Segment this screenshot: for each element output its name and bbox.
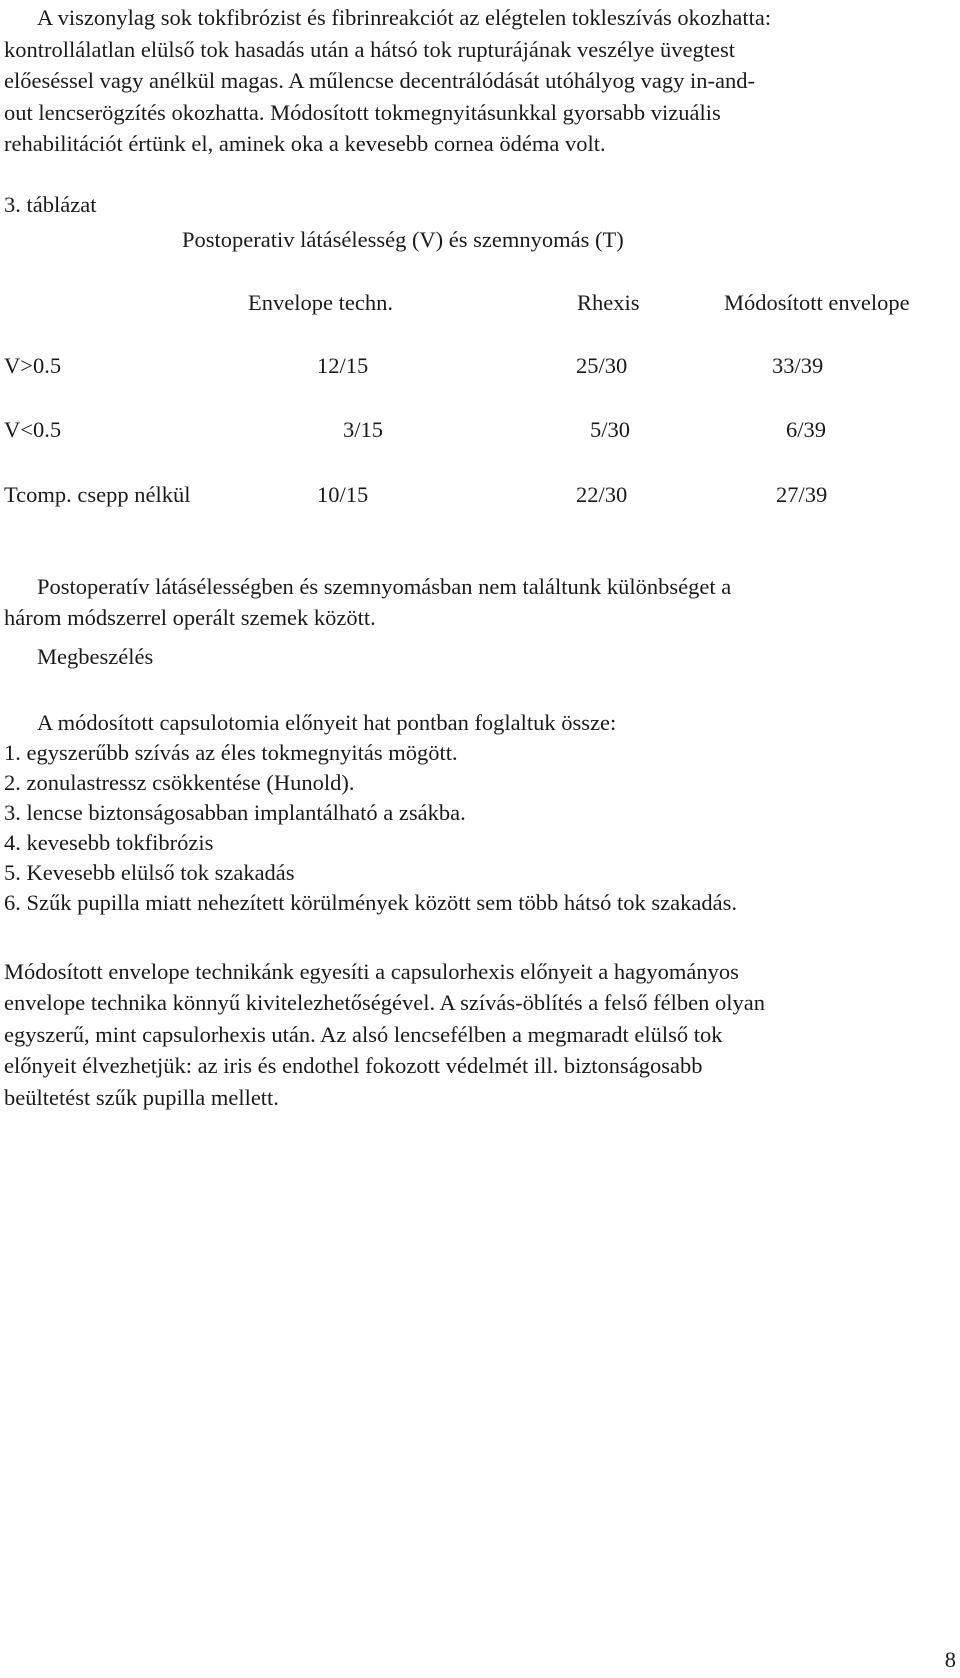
summary-line: három módszerrel operált szemek között. <box>4 605 376 630</box>
table-row-label: Tcomp. csepp nélkül <box>4 482 191 507</box>
table-cell: 3/15 <box>343 417 384 442</box>
intro-line: out lencserögzítés okozhatta. Módosított tokmegnyitásunkkal gyorsabb vizuális <box>4 99 721 125</box>
advantages-list <box>4 708 956 918</box>
list-item: 2. zonulastressz csökkentése (Hunold). <box>4 770 355 795</box>
table-cell: 27/39 <box>776 482 828 507</box>
table-cell: 33/39 <box>772 353 824 378</box>
list-intro: A módosított capsulotomia előnyeit hat pontban foglaltuk össze: <box>37 710 617 735</box>
list-item: 4. kevesebb tokfibrózis <box>4 830 214 855</box>
intro-line: rehabilitációt értünk el, aminek oka a kevesebb cornea ödéma volt. <box>4 131 606 156</box>
closing-line: egyszerű, mint capsulorhexis után. Az alsó lencsefélben a megmaradt elülső tok <box>4 1021 723 1047</box>
table-column-header: Rhexis <box>577 290 640 315</box>
table-summary-paragraph <box>4 571 956 634</box>
closing-line: előnyeit élvezhetjük: az iris és endothel fokozott védelmét ill. biztonságosabb <box>4 1053 703 1078</box>
list-item: 5. Kevesebb elülső tok szakadás <box>4 860 295 885</box>
table-row-label: V>0.5 <box>4 353 62 378</box>
table-cell: 6/39 <box>786 417 827 442</box>
table-column-header: Envelope techn. <box>248 290 393 315</box>
intro-line: A viszonylag sok tokfibrózist és fibrinreakciót az elégtelen tokleszívás okozhatta: <box>37 5 772 30</box>
table-title: Postoperativ látásélesség (V) és szemnyomás (T) <box>182 227 624 252</box>
closing-paragraph <box>4 956 956 1114</box>
intro-line: kontrollálatlan elülső tok hasadás után a hátsó tok rupturájának veszélye üvegtest <box>4 36 736 62</box>
closing-line: envelope technika könnyű kivitelezhetőségével. A szívás-öblítés a felső félben olyan <box>4 990 766 1015</box>
page-number: 8 <box>944 1647 956 1672</box>
table-column-header: Módosított envelope <box>724 290 910 315</box>
table-cell: 10/15 <box>317 482 369 507</box>
table-row-label: V<0.5 <box>4 417 62 442</box>
closing-line: beültetést szűk pupilla mellett. <box>4 1084 279 1110</box>
table-cell: 25/30 <box>576 353 628 378</box>
table-cell: 12/15 <box>317 353 369 378</box>
intro-line: előeséssel vagy anélkül magas. A műlencse decentrálódását utóhályog vagy in-and- <box>4 68 756 93</box>
table-cell: 5/30 <box>590 417 631 442</box>
intro-paragraph <box>4 2 956 160</box>
list-item: 3. lencse biztonságosabban implantálható a zsákba. <box>4 800 466 825</box>
section-heading: Megbeszélés <box>37 644 154 669</box>
summary-line: Postoperatív látásélességben és szemnyomásban nem találtunk különbséget a <box>37 573 732 599</box>
list-item: 6. Szűk pupilla miatt nehezített körülmények között sem több hátsó tok szakadás. <box>4 890 737 915</box>
table-label: 3. táblázat <box>4 192 97 217</box>
table-cell: 22/30 <box>576 482 628 507</box>
list-item: 1. egyszerűbb szívás az éles tokmegnyitás mögött. <box>4 740 458 765</box>
closing-line: Módosított envelope technikánk egyesíti a capsulorhexis előnyeit a hagyományos <box>4 958 739 984</box>
